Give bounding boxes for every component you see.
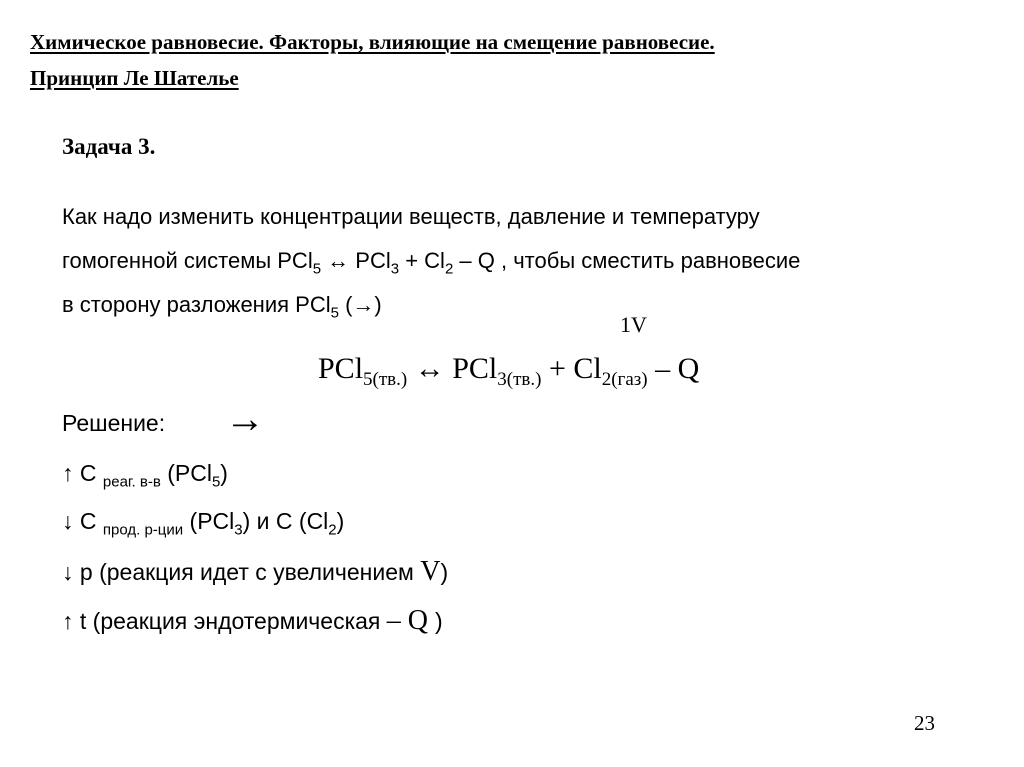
solution-item1-sub: реаг. в-в bbox=[102, 473, 161, 491]
equation-reactant-sub: 5(тв.) bbox=[363, 369, 408, 390]
solution-item2-mid2: ) и С (Cl bbox=[242, 508, 329, 534]
question-line2-suffix: – Q , чтобы сместить равновесие bbox=[453, 248, 801, 273]
solution-item3-v: V bbox=[420, 556, 441, 587]
slide-title-line1: Химическое равновесие. Факторы, влияющие на смещение равновесие. bbox=[30, 30, 715, 54]
solution-item2-sub: прод. р-ции bbox=[102, 521, 184, 539]
solution-item4-end: ) bbox=[435, 608, 443, 634]
equation-product1-sub: 3(тв.) bbox=[497, 369, 542, 390]
solution-item2-end: ) bbox=[336, 508, 345, 534]
solution-item4-prefix: ↑ t (реакция эндотермическая bbox=[62, 608, 387, 634]
question-line3-suffix: (→) bbox=[338, 292, 382, 317]
question-line2-plus: + Cl bbox=[399, 248, 445, 273]
solution-item-2 bbox=[62, 508, 344, 539]
solution-item-3 bbox=[62, 556, 448, 588]
page-number: 23 bbox=[914, 711, 935, 735]
equation-plus: + Cl bbox=[541, 352, 602, 385]
task-heading: Задача 3. bbox=[62, 134, 156, 159]
question-line3 bbox=[62, 292, 382, 321]
equation-product2-sub: 2(газ) bbox=[601, 369, 648, 390]
solution-label: Решение: bbox=[62, 410, 166, 436]
equation-reactant: PCl bbox=[318, 352, 364, 385]
question-line3-prefix: в сторону разложения PCl bbox=[62, 292, 331, 317]
question-line2-sub2: 3 bbox=[390, 260, 400, 278]
volume-label: 1V bbox=[620, 312, 647, 337]
solution-item2-sub3: 2 bbox=[328, 521, 337, 539]
solution-item1-prefix: ↑ С bbox=[62, 460, 103, 486]
question-line2-prefix: гомогенной системы PCl bbox=[62, 248, 313, 273]
question-line2-arrow: ↔ PCl bbox=[321, 248, 391, 273]
reaction-equation bbox=[318, 352, 699, 391]
solution-item-4 bbox=[62, 605, 443, 637]
question-line1: Как надо изменить концентрации веществ, давление и температуру bbox=[62, 204, 760, 229]
solution-item2-sub2: 3 bbox=[234, 521, 243, 539]
question-line2 bbox=[62, 248, 800, 277]
solution-item3-end: ) bbox=[440, 559, 449, 585]
question-line2-sub3: 2 bbox=[444, 260, 454, 278]
solution-item4-q: – Q bbox=[386, 605, 436, 636]
solution-item3-prefix: ↓ р (реакция идет с увеличением bbox=[62, 559, 421, 585]
question-line3-sub: 5 bbox=[330, 304, 339, 322]
slide-title-line2: Принцип Ле Шателье bbox=[30, 66, 239, 90]
equation-tail: – Q bbox=[647, 352, 700, 385]
solution-item1-mid: (PCl bbox=[160, 460, 212, 486]
solution-item-1 bbox=[62, 460, 228, 491]
equation-arrow: ↔ PCl bbox=[407, 352, 498, 385]
right-arrow-icon: → bbox=[225, 396, 265, 441]
solution-item1-end: ) bbox=[220, 460, 228, 486]
solution-item2-mid: (PCl bbox=[183, 508, 235, 534]
solution-item1-sub2: 5 bbox=[211, 473, 221, 491]
question-line2-sub1: 5 bbox=[312, 260, 322, 278]
solution-item2-prefix: ↓ С bbox=[62, 508, 103, 534]
